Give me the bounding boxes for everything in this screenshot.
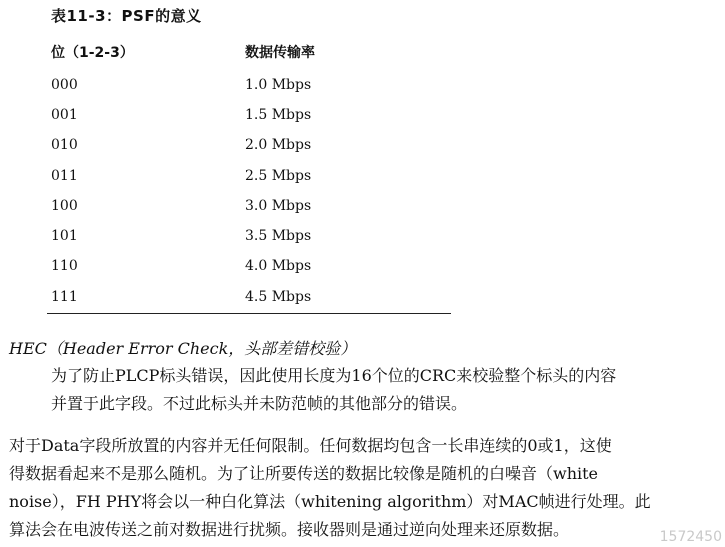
bits-cell: 110	[51, 258, 78, 274]
table-row	[0, 289, 725, 319]
bits-cell: 010	[51, 137, 78, 153]
hec-description	[51, 362, 723, 418]
text-line: 并置于此字段。不过此标头并未防范帧的其他部分的错误。	[51, 394, 468, 413]
watermark: 1572450	[659, 529, 722, 545]
bits-cell: 001	[51, 107, 78, 123]
bits-cell: 101	[51, 228, 78, 244]
table-title: 表11-3：PSF的意义	[51, 7, 202, 25]
rate-cell: 4.5 Mbps	[245, 289, 312, 305]
text-line: 对于Data字段所放置的内容并无任何限制。任何数据均包含一长串连续的0或1，这使	[9, 436, 612, 455]
rate-cell: 2.5 Mbps	[245, 168, 312, 184]
rate-cell: 4.0 Mbps	[245, 258, 312, 274]
text-line: 得数据看起来不是那么随机。为了让所要传送的数据比较像是随机的白噪音（white	[9, 464, 599, 483]
column-header-rate: 数据传输率	[245, 45, 315, 61]
table-row	[0, 258, 725, 288]
table-row	[0, 137, 725, 167]
bits-cell: 111	[51, 289, 78, 305]
rate-cell: 3.5 Mbps	[245, 228, 312, 244]
text-line: 为了防止PLCP标头错误，因此使用长度为16个位的CRC来校验整个标头的内容	[51, 366, 617, 385]
text-line: 算法会在电波传送之前对数据进行扰频。接收器则是通过逆向处理来还原数据。	[9, 520, 570, 539]
table-row	[0, 228, 725, 258]
column-header-bits: 位（1-2-3）	[51, 45, 134, 61]
rate-cell: 1.5 Mbps	[245, 107, 312, 123]
bits-cell: 011	[51, 168, 78, 184]
text-line: noise），FH PHY将会以一种白化算法（whitening algorithm）对MAC帧进行处理。此	[9, 492, 651, 511]
bits-cell: 000	[51, 77, 78, 93]
table-row	[0, 168, 725, 198]
rate-cell: 1.0 Mbps	[245, 77, 312, 93]
hec-heading: HEC（Header Error Check，头部差错校验）	[9, 339, 357, 358]
rate-cell: 2.0 Mbps	[245, 137, 312, 153]
table-bottom-rule	[47, 313, 451, 314]
data-field-paragraph	[9, 432, 723, 544]
rate-cell: 3.0 Mbps	[245, 198, 312, 214]
bits-cell: 100	[51, 198, 78, 214]
table-row	[0, 198, 725, 228]
table-row	[0, 107, 725, 137]
table-row	[0, 77, 725, 107]
